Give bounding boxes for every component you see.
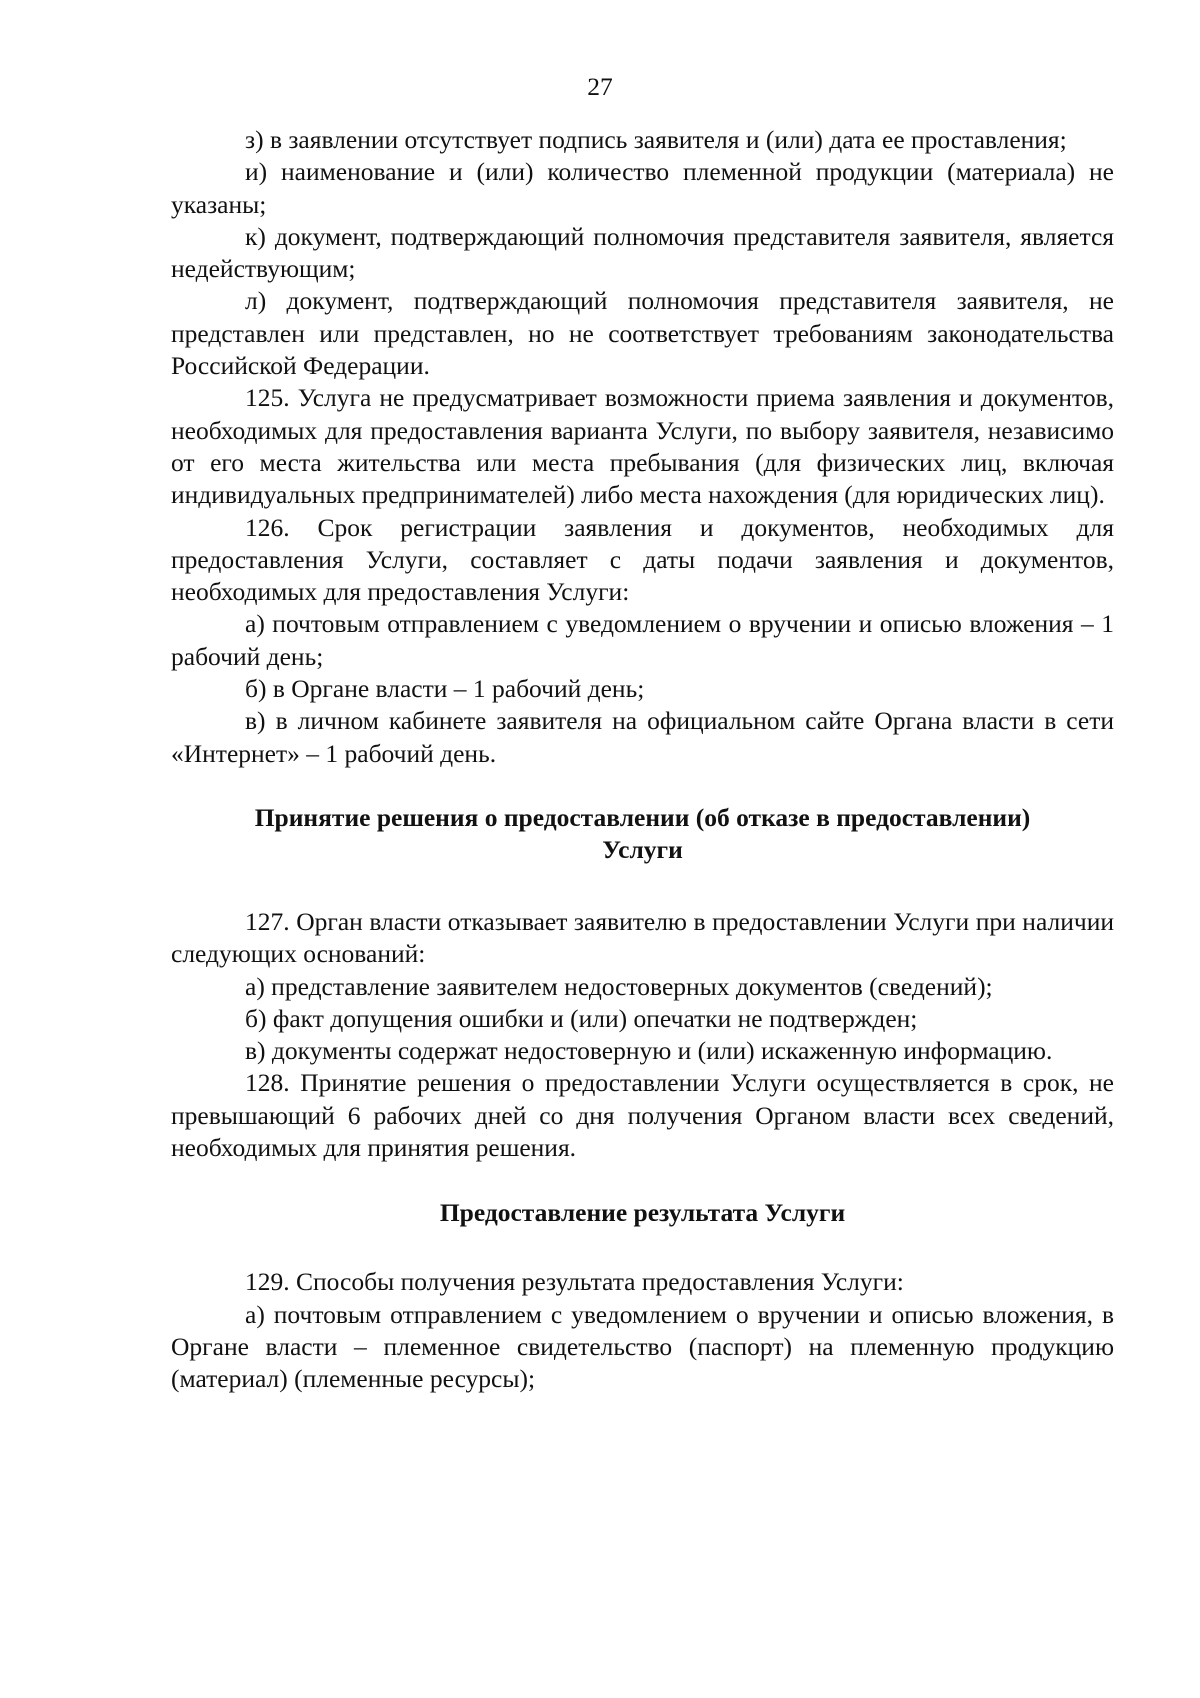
paragraph-126: 126. Срок регистрации заявления и документов, необходимых для предоставления Услуги, составляет с даты подачи заявления и документов, необходимых для предоставления Услуги: [171, 512, 1114, 607]
paragraph-127-b: б) факт допущения ошибки и (или) опечатки не подтвержден; [245, 1003, 918, 1033]
paragraph-129: 129. Способы получения результата предоставления Услуги: [245, 1267, 904, 1297]
section-heading-decision [171, 802, 1114, 866]
section-heading-decision-line-2: Услуги [602, 834, 683, 864]
paragraph-l: л) документ, подтверждающий полномочия представителя заявителя, не представлен или представлен, но не соответствует требованиям законодательства Российской Федерации. [171, 286, 1114, 381]
paragraph-125: 125. Услуга не предусматривает возможности приема заявления и документов, необходимых для предоставления варианта Услуги, по выбору заявителя, независимо от его места жительства или места пребывания (для физических лиц, включая индивидуальных предпринимателей) либо места нахождения (для юридических лиц). [171, 383, 1114, 510]
paragraph-i: и) наименование и (или) количество племенной продукции (материала) не указаны; [171, 157, 1114, 219]
section-heading-result: Предоставление результата Услуги [439, 1198, 846, 1228]
paragraph-127: 127. Орган власти отказывает заявителю в предоставлении Услуги при наличии следующих оснований: [171, 906, 1114, 969]
page-number: 27 [587, 72, 613, 101]
paragraph-129-a: а) почтовым отправлением с уведомлением о вручении и описью вложения, в Органе власти – племенное свидетельство (паспорт) на племенную продукцию (материал) (племенные ресурсы); [171, 1299, 1114, 1394]
section-heading-decision-line-1: Принятие решения о предоставлении (об отказе в предоставлении) [254, 802, 1031, 832]
paragraph-126-v: в) в личном кабинете заявителя на официальном сайте Органа власти в сети «Интернет» – 1 рабочий день. [171, 706, 1114, 768]
paragraph-127-a: а) представление заявителем недостоверных документов (сведений); [245, 971, 993, 1001]
paragraph-z: з) в заявлении отсутствует подпись заявителя и (или) дата ее проставления; [245, 125, 1067, 154]
paragraph-126-b: б) в Органе власти – 1 рабочий день; [245, 674, 645, 704]
document-body [171, 124, 1114, 1396]
paragraph-128: 128. Принятие решения о предоставлении Услуги осуществляется в срок, не превышающий 6 рабочих дней со дня получения Органом власти всех сведений, необходимых для принятия решения. [171, 1068, 1114, 1163]
paragraph-126-a: а) почтовым отправлением с уведомлением о вручении и описью вложения – 1 рабочий день; [171, 609, 1114, 671]
paragraph-127-v: в) документы содержат недостоверную и (или) искаженную информацию. [245, 1036, 1053, 1066]
paragraph-k: к) документ, подтверждающий полномочия представителя заявителя, является недействующим; [171, 221, 1114, 284]
